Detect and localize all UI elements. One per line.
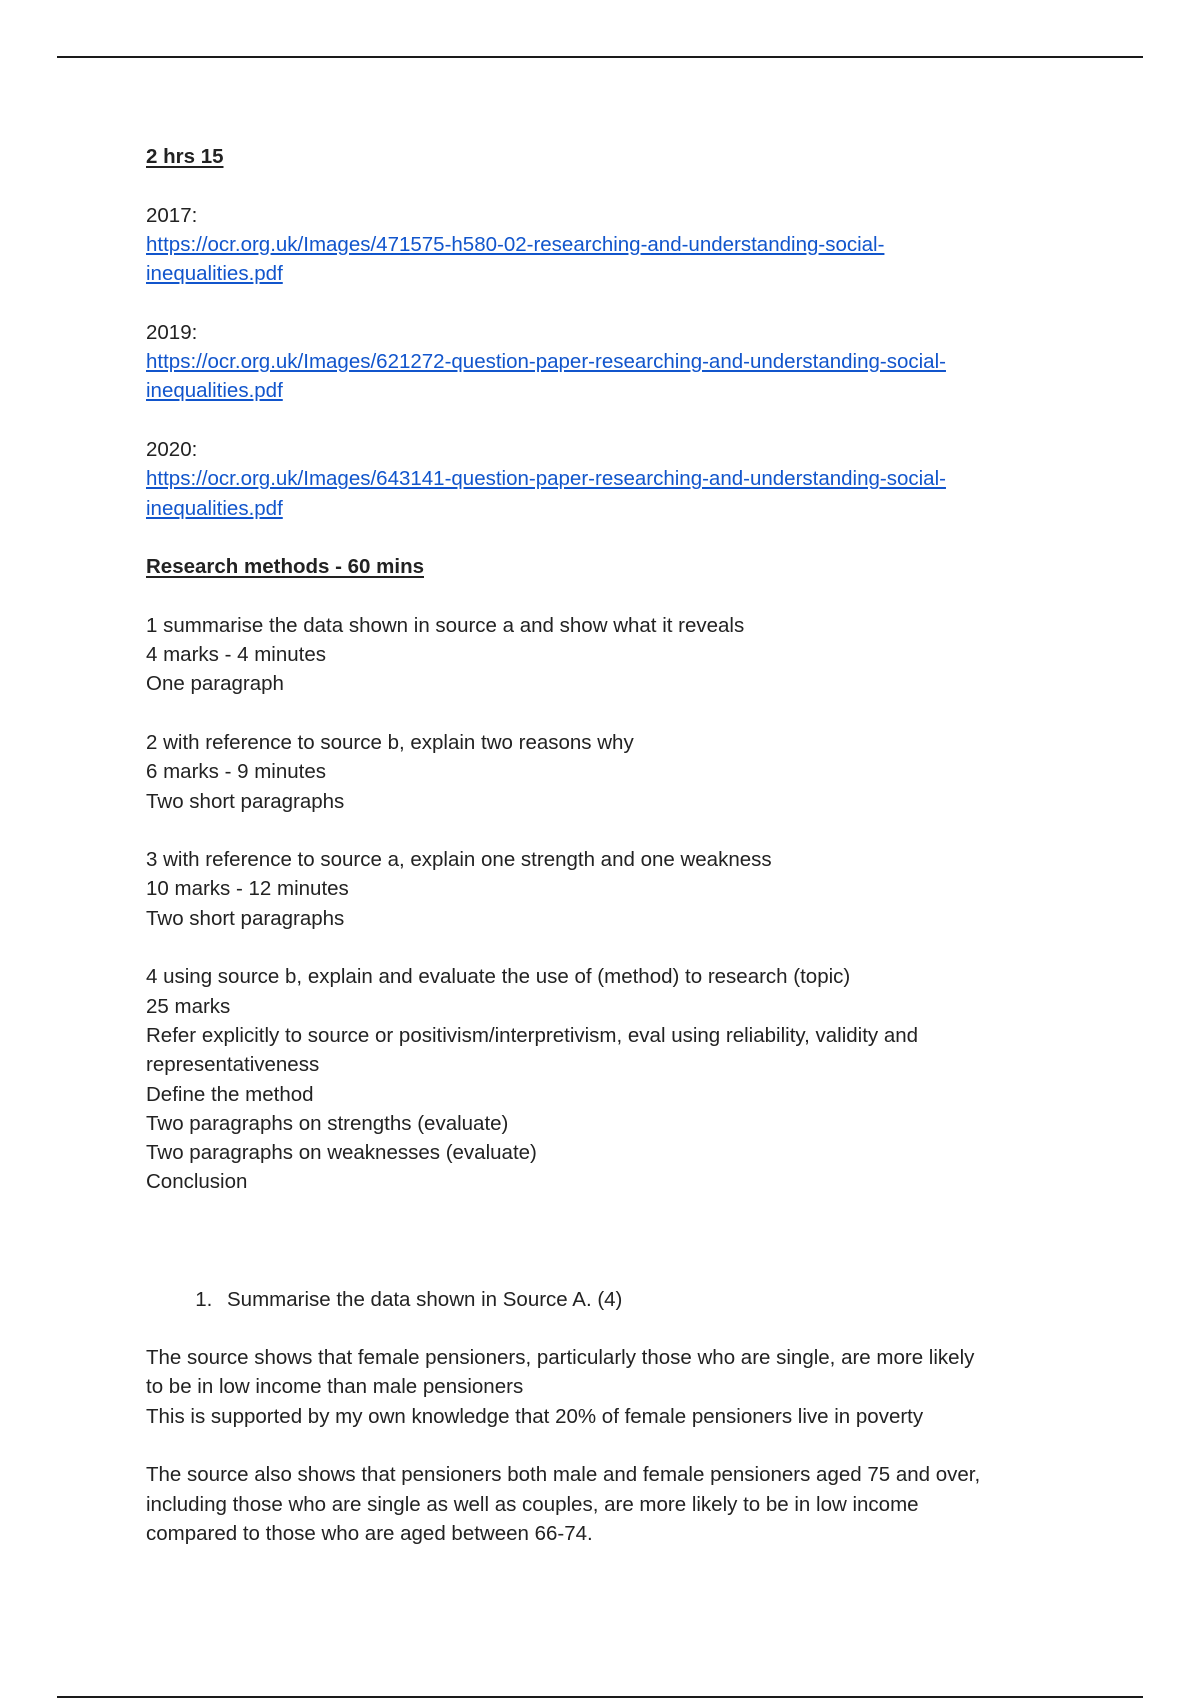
bottom-rule (57, 1696, 1143, 1698)
question-prompt: 3 with reference to source a, explain one strength and one weakness (146, 848, 772, 872)
paper-year: 2020: (146, 437, 198, 461)
link-line: https://ocr.org.uk/Images/471575-h580-02-researching-and-understanding-social- (146, 232, 885, 256)
paper-link-2020[interactable] (146, 464, 1076, 523)
question-4-block (146, 962, 1076, 1196)
question-step: Conclusion (146, 1170, 248, 1194)
question-prompt: 1 summarise the data shown in source a and show what it reveals (146, 613, 745, 637)
link-line: inequalities.pdf (146, 379, 283, 403)
answer-line: compared to those who are aged between 66-74. (146, 1521, 593, 1545)
link-line: inequalities.pdf (146, 262, 283, 286)
question-marks: 25 marks (146, 994, 231, 1018)
question-marks: 6 marks - 9 minutes (146, 760, 326, 784)
paper-link-2017[interactable] (146, 230, 1076, 289)
top-rule (57, 56, 1143, 58)
question-1-block (146, 611, 1076, 699)
answer-paragraph-2 (146, 1460, 1076, 1548)
answer-paragraph-1 (146, 1343, 1076, 1431)
link-line: inequalities.pdf (146, 496, 283, 520)
answer-line: This is supported by my own knowledge that 20% of female pensioners live in poverty (146, 1404, 924, 1428)
answer-question: 1. Summarise the data shown in Source A. (4) (218, 1285, 1076, 1314)
link-line: https://ocr.org.uk/Images/643141-question-paper-researching-and-understanding-social- (146, 467, 946, 491)
paper-2020 (146, 435, 1076, 523)
question-note: representativeness (146, 1053, 320, 1077)
question-note: Refer explicitly to source or positivism/interpretivism, eval using reliability, validity and (146, 1023, 919, 1047)
link-line: https://ocr.org.uk/Images/621272-question-paper-researching-and-understanding-social- (146, 350, 946, 374)
question-prompt: 4 using source b, explain and evaluate the use of (method) to research (topic) (146, 965, 851, 989)
paper-year: 2017: (146, 203, 198, 227)
paper-year: 2019: (146, 320, 198, 344)
question-step: Two paragraphs on strengths (evaluate) (146, 1111, 509, 1135)
question-format: Two short paragraphs (146, 789, 345, 813)
question-step: Two paragraphs on weaknesses (evaluate) (146, 1141, 537, 1165)
question-format: Two short paragraphs (146, 906, 345, 930)
answer-line: to be in low income than male pensioners (146, 1375, 524, 1399)
answer-line: The source shows that female pensioners, particularly those who are single, are more likely (146, 1346, 975, 1370)
paper-link-2019[interactable] (146, 347, 1076, 406)
question-marks: 4 marks - 4 minutes (146, 643, 326, 667)
question-step: Define the method (146, 1082, 314, 1106)
question-marks: 10 marks - 12 minutes (146, 877, 349, 901)
question-3-block (146, 845, 1076, 933)
answer-question-list (146, 1285, 1076, 1314)
paper-2017 (146, 201, 1076, 289)
research-methods-heading: Research methods - 60 mins (146, 555, 424, 579)
question-format: One paragraph (146, 672, 284, 696)
paper-2019 (146, 318, 1076, 406)
question-prompt: 2 with reference to source b, explain two reasons why (146, 730, 634, 754)
question-2-block (146, 728, 1076, 816)
time-heading: 2 hrs 15 (146, 145, 224, 168)
answer-line: including those who are single as well as couples, are more likely to be in low income (146, 1492, 919, 1516)
document-body (146, 142, 1076, 1548)
answer-line: The source also shows that pensioners both male and female pensioners aged 75 and over, (146, 1463, 981, 1487)
